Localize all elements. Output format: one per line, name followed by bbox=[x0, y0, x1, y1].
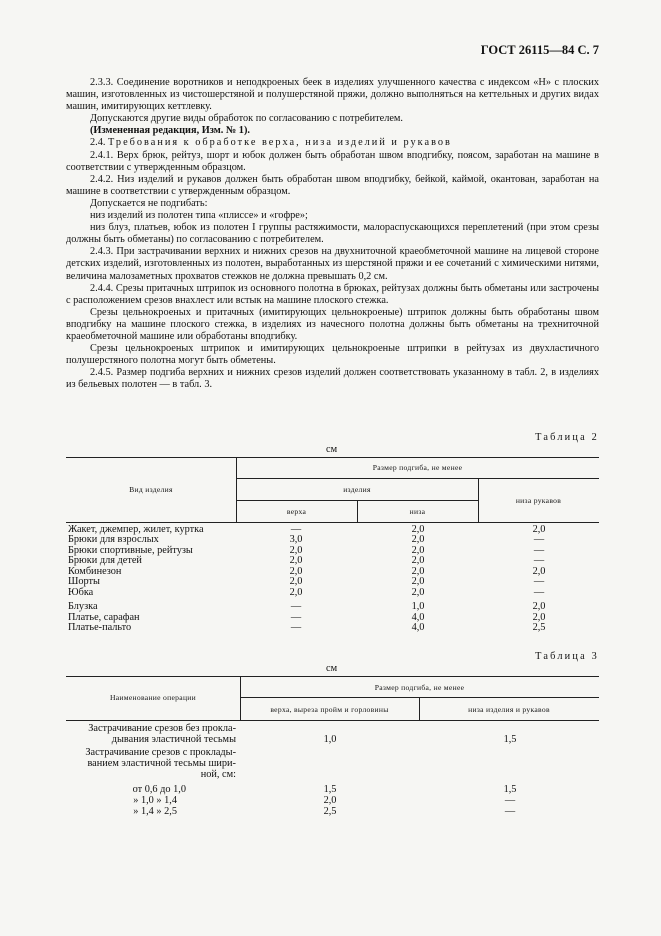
table2-cell-sleeves: 2,0 bbox=[532, 612, 546, 623]
table3-sub-label: » 1,4 » 2,5 bbox=[133, 806, 177, 817]
table2-cell-top: 2,0 bbox=[289, 545, 303, 556]
table2-cell-bottom: 2,0 bbox=[411, 555, 425, 566]
paragraph: 2.4.3. При застрачивании верхних и нижних срезов на двухниточной краеобметочной машине на лицевой стороне детских изделий, изготовленных из полотен, выработанных из шерстяной пряжи и ее сочетаний с химическими нитями, величина малозаметных прохватов стежков не должна превышать 0,2 см. bbox=[66, 246, 599, 282]
section-heading: 2.4. Требования к обработке верха, низа изделий и рукавов bbox=[90, 137, 452, 149]
table3-unit: см bbox=[326, 663, 338, 674]
table2-header-rule bbox=[66, 522, 599, 523]
table2-cell-top: — bbox=[290, 601, 302, 612]
table3-header-col2: низа изделия и рукавов bbox=[468, 705, 550, 714]
table2-cell-sleeves: 2,0 bbox=[532, 601, 546, 612]
table2-cell-bottom: 2,0 bbox=[411, 576, 425, 587]
table2-cell-bottom: 2,0 bbox=[411, 534, 425, 545]
table2-cell-name: Блузка bbox=[68, 601, 98, 612]
table2-cell-top: 2,0 bbox=[289, 566, 303, 577]
paragraph: Допускается не подгибать: bbox=[90, 197, 208, 209]
amendment-note: (Измененная редакция, Изм. № 1). bbox=[90, 125, 250, 137]
table2-cell-sleeves: 2,0 bbox=[532, 524, 546, 535]
table2-cell-sleeves: — bbox=[533, 576, 545, 587]
table2-caption: Таблица 2 bbox=[535, 432, 599, 443]
table2-cell-name: Брюки для взрослых bbox=[68, 534, 159, 545]
table3-header-op: Наименование операции bbox=[109, 693, 197, 702]
table3-cell-col2: — bbox=[504, 795, 516, 806]
table3-op-line: дывания эластичной тесьмы bbox=[111, 734, 236, 745]
paragraph: Срезы цельнокроеных и притачных (имитирующих цельнокроеные) штрипок должны быть обработаны швом вподгибку на машине плоского стежка, в изделиях из начесного полотна должны быть обметаны на трехниточной краеобметочной машине или обработаны вподгибку. bbox=[66, 306, 599, 342]
table2-cell-top: 3,0 bbox=[289, 534, 303, 545]
table2-cell-name: Брюки спортивные, рейтузы bbox=[68, 545, 193, 556]
table2-cell-top: 2,0 bbox=[289, 587, 303, 598]
table2-cell-top: — bbox=[290, 622, 302, 633]
paragraph: низ блуз, платьев, юбок из полотен I группы растяжимости, малораспускающихся переплетений (при этом срезы должны быть обметаны) по согласованию с потребителем. bbox=[66, 222, 599, 246]
table2-unit: см bbox=[326, 444, 338, 455]
body-text bbox=[66, 77, 599, 391]
table3-cell-col1: 2,5 bbox=[323, 806, 337, 817]
table3-sub-label: » 1,0 » 1,4 bbox=[133, 795, 177, 806]
table2-header-bottom: низа bbox=[409, 507, 426, 516]
table2-cell-sleeves: — bbox=[533, 545, 545, 556]
table2-cell-bottom: 4,0 bbox=[411, 622, 425, 633]
table3-caption: Таблица 3 bbox=[535, 651, 599, 662]
table2-cell-sleeves: — bbox=[533, 555, 545, 566]
table2-cell-name: Платье-пальто bbox=[68, 622, 132, 633]
table3-sub-label: от 0,6 до 1,0 bbox=[132, 784, 186, 795]
table2-header-items: изделия bbox=[343, 485, 371, 494]
table2-cell-top: 2,0 bbox=[289, 576, 303, 587]
table3-cell-col1: 1,0 bbox=[323, 734, 337, 745]
table3-top-rule bbox=[66, 676, 599, 677]
table3-cell-col2: — bbox=[504, 806, 516, 817]
table2-cell-sleeves: — bbox=[533, 534, 545, 545]
table3-op-line: ванием эластичной тесьмы шири- bbox=[87, 758, 236, 769]
paragraph: низ изделий из полотен типа «плиссе» и «гофре»; bbox=[90, 210, 308, 222]
table2-header-sleeves: низа рукавов bbox=[515, 496, 562, 505]
table3-header-size: Размер подгиба, не менее bbox=[374, 683, 465, 692]
table2-cell-name: Комбинезон bbox=[68, 566, 122, 577]
table2-header-item: Вид изделия bbox=[129, 485, 173, 494]
table2-cell-bottom: 2,0 bbox=[411, 587, 425, 598]
table3-op-line: Застрачивание срезов с проклады- bbox=[85, 747, 236, 758]
table3-cell-col2: 1,5 bbox=[503, 784, 517, 795]
table2-header-size: Размер подгиба, не менее bbox=[372, 463, 463, 472]
table3-op-line: Застрачивание срезов без прокла- bbox=[88, 723, 236, 734]
table2-cell-sleeves: 2,5 bbox=[532, 622, 546, 633]
table2-header-top: верха bbox=[286, 507, 307, 516]
table2-cell-name: Брюки для детей bbox=[68, 555, 142, 566]
paragraph: Срезы цельнокроеных штрипок и имитирующих цельнокроеные штрипки в рейтузах из двухластичного полушерстяного полотна могут быть обметены. bbox=[66, 343, 599, 367]
table3-cell-col1: 2,0 bbox=[323, 795, 337, 806]
table2-cell-bottom: 1,0 bbox=[411, 601, 425, 612]
table2-cell-sleeves: — bbox=[533, 587, 545, 598]
table2-cell-name: Юбка bbox=[68, 587, 94, 598]
paragraph: 2.4.4. Срезы притачных штрипок из основного полотна в брюках, рейтузах должны быть обметаны или застрочены с расположением срезов внахлест или встык на машине плоского стежка. bbox=[66, 282, 599, 306]
table2-cell-bottom: 2,0 bbox=[411, 566, 425, 577]
paragraph: 2.4.2. Низ изделий и рукавов должен быть обработан швом вподгибку, бейкой, каймой, окантован, заработан на машине в соответствии с утвержденным образцом. bbox=[66, 173, 599, 197]
table2-cell-bottom: 2,0 bbox=[411, 545, 425, 556]
paragraph: 2.3.3. Соединение воротников и неподкроеных беек в изделиях улучшенного качества с индексом «Н» с плоских машин, изготовленных из чистошерстяной и полушерстяной пряжи, должно выполняться на кеттельных и других видах машин, имитирующих кеттлевку. bbox=[66, 77, 599, 113]
table2-top-rule bbox=[66, 457, 599, 458]
table2-cell-name: Жакет, джемпер, жилет, куртка bbox=[68, 524, 204, 535]
table2-cell-sleeves: 2,0 bbox=[532, 566, 546, 577]
table3-header-rule bbox=[66, 720, 599, 721]
page-header: ГОСТ 26115—84 С. 7 bbox=[480, 43, 599, 57]
table2-hline bbox=[236, 478, 599, 479]
paragraph: 2.4.1. Верх брюк, рейтуз, шорт и юбок должен быть обработан швом вподгибку, поясом, заработан на машине в соответствии с утвержденным образцом. bbox=[66, 149, 599, 173]
table2-cell-name: Платье, сарафан bbox=[68, 612, 140, 623]
table2-cell-top: — bbox=[290, 612, 302, 623]
table2-cell-top: — bbox=[290, 524, 302, 535]
paragraph: 2.4.5. Размер подгиба верхних и нижних срезов изделий должен соответствовать указанному в табл. 2, в изделиях из бельевых полотен — в табл. 3. bbox=[66, 367, 599, 391]
table3-cell-col2: 1,5 bbox=[503, 734, 517, 745]
table2-cell-bottom: 2,0 bbox=[411, 524, 425, 535]
table2-cell-bottom: 4,0 bbox=[411, 612, 425, 623]
paragraph: Допускаются другие виды обработок по согласованию с потребителем. bbox=[90, 113, 404, 125]
table3-op-line: ной, см: bbox=[200, 769, 236, 780]
table3-header-col1: верха, выреза пройм и горловины bbox=[270, 705, 389, 714]
table2-cell-top: 2,0 bbox=[289, 555, 303, 566]
table2-cell-name: Шорты bbox=[68, 576, 100, 587]
table3-cell-col1: 1,5 bbox=[323, 784, 337, 795]
